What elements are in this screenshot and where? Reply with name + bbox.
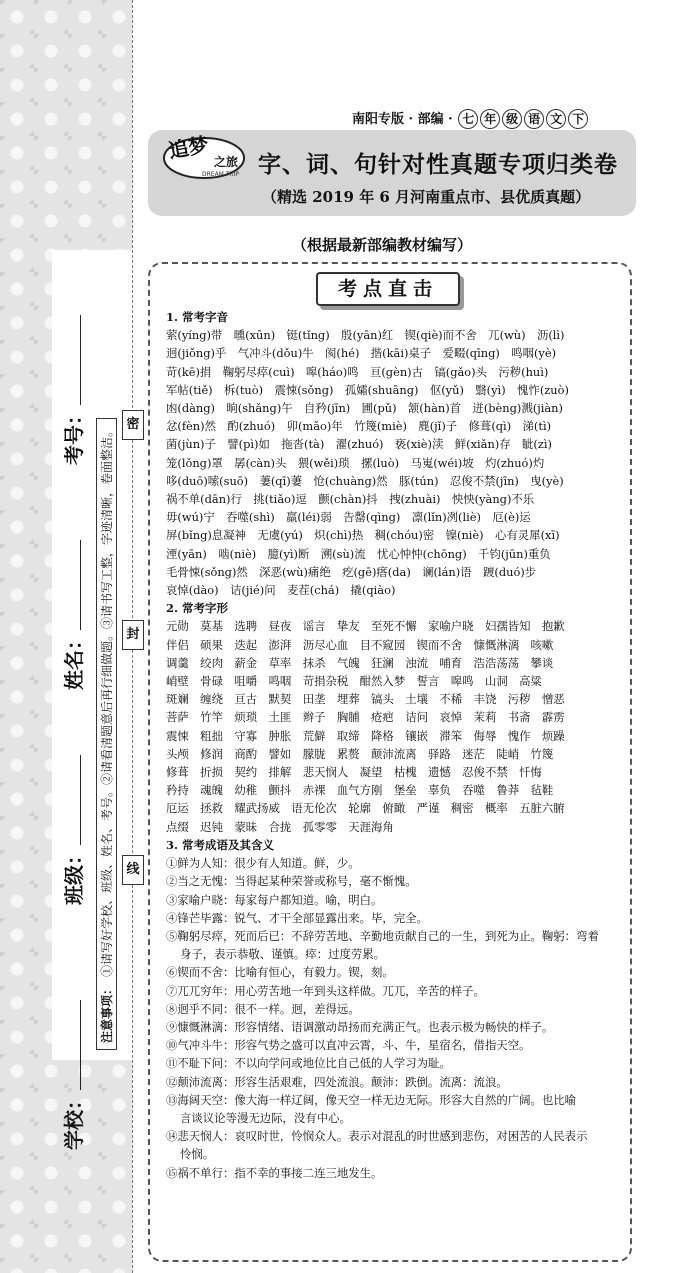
exam-number-field[interactable] bbox=[58, 315, 87, 465]
characters-line: 峭壁 骨碌 咀嚼 鸣咽 苛捐杂税 酣然入梦 誓言 嗥鸣 山洞 高粱 bbox=[166, 674, 542, 689]
idiom-text-continued: 身子，表示恭敬、谨慎。瘁：过度劳累。 bbox=[180, 947, 386, 962]
svg-text:追梦: 追梦 bbox=[166, 132, 211, 163]
idiom-item bbox=[166, 963, 626, 981]
idiom-item bbox=[166, 927, 626, 963]
exam-number-label: 考号： bbox=[62, 405, 86, 465]
pronunciation-line: 苛(kē)捐 鞠躬尽瘁(cuì) 嗥(háo)鸣 亘(gèn)古 镐(gǎo)头 污秽(huì) bbox=[166, 364, 549, 379]
idioms-heading: 3. 常考成语及其含义 bbox=[166, 837, 275, 852]
class-label: 班级： bbox=[62, 845, 86, 905]
idiom-item bbox=[166, 854, 626, 872]
class-field[interactable] bbox=[58, 755, 87, 905]
characters-line: 震悚 粗拙 守寡 肿胀 荒僻 取缔 降格 镶嵌 滞笨 侮辱 愧作 烦躁 bbox=[166, 728, 565, 743]
pronunciation-list bbox=[166, 326, 626, 599]
idiom-item bbox=[166, 1054, 626, 1072]
pronunciation-line: 凼(dàng) 晌(shǎng)午 自矜(jīn) 圃(pǔ) 颔(hàn)首 迸(bèng)溅(jiàn) bbox=[166, 401, 563, 416]
seal-feng: 封 bbox=[122, 620, 144, 650]
idiom-text: ①鲜为人知：很少有人知道。鲜，少。 bbox=[166, 856, 360, 871]
idiom-item bbox=[166, 1127, 626, 1163]
idiom-text: ⑫颠沛流离：形容生活艰难，四处流浪。颠沛：跌倒。流离：流浪。 bbox=[166, 1074, 508, 1089]
name-field[interactable] bbox=[58, 540, 87, 690]
page-title: 字、词、句针对性真题专项归类卷 bbox=[258, 151, 618, 178]
idiom-item bbox=[166, 1036, 626, 1054]
school-field[interactable] bbox=[58, 1000, 87, 1150]
idiom-text: ⑧迥乎不同：很不一样。迥，差得远。 bbox=[166, 1001, 360, 1016]
notice-text: ①请写好学校、班级、姓名、考号。②请看清题意后再行细做题。③请书写工整，字迹清晰，卷面整洁。 bbox=[100, 424, 114, 977]
idiom-text: ⑨慷慨淋漓：形容情绪、语调激动昂扬而充满正气。也表示极为畅快的样子。 bbox=[166, 1019, 554, 1034]
pronunciation-line: 祸不单(dān)行 挑(tiǎo)逗 颤(chàn)抖 拽(zhuài) 怏怏(yàng)不乐 bbox=[166, 492, 535, 507]
idiom-text: ④锋芒毕露：锐气、才干全部显露出来。毕，完全。 bbox=[166, 910, 428, 925]
pronunciation-line: 菌(jùn)子 譬(pì)如 拖沓(tà) 濯(zhuó) 亵(xiè)渎 鲜(xiǎn)存 眦(zì) bbox=[166, 437, 552, 452]
idiom-text: ⑤鞠躬尽瘁，死而后已：不辞劳苦地、辛勤地贡献自己的一生，到死为止。鞠躬：弯着 bbox=[166, 928, 599, 943]
dream-trip-logo bbox=[158, 124, 248, 184]
characters-line: 矜持 魂魄 幼稚 颤抖 赤裸 血气方刚 堡垒 辜负 吞噬 鲁莽 毡鞋 bbox=[166, 783, 554, 798]
pronunciation-line: 萦(yíng)带 曛(xūn) 铤(tǐng) 殷(yān)红 锲(qiè)而不舍 兀(wù) 沥(lì) bbox=[166, 328, 565, 343]
idiom-item bbox=[166, 872, 626, 890]
characters-line: 调羹 绞肉 薪金 草率 抹杀 气魄 狂澜 浊流 哺育 浩浩荡荡 攀谈 bbox=[166, 655, 554, 670]
idiom-text: ⑥锲而不舍：比喻有恒心，有毅力。锲，刻。 bbox=[166, 965, 394, 980]
characters-line: 修葺 折损 契约 排解 悲天悯人 凝望 枯槐 遗憾 忍俊不禁 忏悔 bbox=[166, 765, 542, 780]
grade-char: 七 bbox=[458, 109, 478, 129]
grade-char: 年 bbox=[480, 109, 500, 129]
seal-mi: 密 bbox=[122, 410, 144, 440]
content-body bbox=[166, 308, 626, 1182]
grade-char: 级 bbox=[502, 109, 522, 129]
idiom-text: ⑮祸不单行：指不幸的事接二连三地发生。 bbox=[166, 1165, 383, 1180]
pronunciation-line: 笼(lǒng)罩 孱(càn)头 猥(wěi)琐 摞(luò) 马嵬(wéi)坡 灼(zhuó)灼 bbox=[166, 455, 545, 470]
idiom-text: ⑦兀兀穷年：用心劳苦地一年到头这样做。兀兀，辛苦的样子。 bbox=[166, 983, 485, 998]
characters-line: 菩萨 竹竿 烦琐 土匪 辫子 胸脯 疮疤 诘问 哀悼 茉莉 书斋 霹雳 bbox=[166, 710, 565, 725]
name-label: 姓名： bbox=[62, 630, 86, 690]
idiom-text: ⑬海阔天空：像大海一样辽阔，像天空一样无边无际。形容大自然的广阔。也比喻 bbox=[166, 1092, 577, 1107]
idiom-text: ③家喻户晓：每家每户都知道。喻，明白。 bbox=[166, 892, 383, 907]
characters-line: 头颅 修润 商酌 譬如 朦胧 累赘 颠沛流离 驿路 迷茫 陡峭 竹篾 bbox=[166, 746, 554, 761]
pronunciation-line: 屏(bǐng)息凝神 无虞(yú) 炽(chì)热 稠(chóu)密 镍(niè) 心有灵犀(xī) bbox=[166, 528, 560, 543]
grade-char: 文 bbox=[546, 109, 566, 129]
pronunciation-line: 毛骨悚(sǒng)然 深恶(wù)痛绝 疙(gē)瘩(da) 谰(lán)语 踱(duó)步 bbox=[166, 564, 537, 579]
idiom-item bbox=[166, 909, 626, 927]
school-label: 学校： bbox=[62, 1090, 86, 1150]
idiom-item bbox=[166, 1073, 626, 1091]
idiom-item bbox=[166, 1018, 626, 1036]
idiom-item bbox=[166, 1164, 626, 1182]
pronunciation-line: 哀悼(dào) 诘(jié)问 麦茬(chá) 撬(qiào) bbox=[166, 583, 396, 598]
pronunciation-line: 迥(jiǒng)乎 气冲斗(dǒu)牛 阂(hé) 揩(kāi)桌子 爱畷(qīng) 鸣咽(yè) bbox=[166, 346, 557, 361]
grade-char: 下 bbox=[568, 109, 588, 129]
pronunciation-line: 湮(yān) 啮(niè) 臆(yì)断 溯(sù)流 忧心忡忡(chōng) 千钧(jūn)重负 bbox=[166, 546, 551, 561]
notice-title: 注意事项： bbox=[100, 982, 114, 1043]
idiom-item bbox=[166, 982, 626, 1000]
characters-heading: 2. 常考字形 bbox=[166, 601, 229, 616]
characters-list bbox=[166, 617, 626, 835]
idiom-text: ⑭悲天悯人：哀叹时世，怜悯众人。表示对混乱的时世感到悲伤，对困苦的人民表示 bbox=[166, 1129, 588, 1144]
idiom-text: ⑩气冲斗牛：形容气势之盛可以直冲云霄，斗、牛，星宿名，借指天空。 bbox=[166, 1038, 531, 1053]
edition-basis: （根据最新部编教材编写） bbox=[292, 236, 473, 254]
pronunciation-heading: 1. 常考字音 bbox=[166, 310, 229, 324]
page-subtitle: （精选 2019 年 6 月河南重点市、县优质真题） bbox=[262, 188, 591, 206]
edition-line bbox=[352, 108, 672, 129]
idiom-item bbox=[166, 1000, 626, 1018]
logo-sub-text: DREAM TRIP bbox=[202, 171, 239, 178]
idiom-item bbox=[166, 891, 626, 909]
section-title: 考点直击 bbox=[316, 272, 460, 306]
seal-xian: 线 bbox=[122, 855, 144, 885]
pronunciation-line: 忿(fèn)然 酌(zhuó) 卯(mǎo)年 竹篾(miè) 麂(jǐ)子 修葺(qì) 涕(tì) bbox=[166, 419, 552, 434]
pronunciation-line: 军帖(tiě) 柝(tuò) 震悚(sǒng) 孤孀(shuāng) 伛(yǔ) 翳(yì) 愧怍(zuò) bbox=[166, 382, 569, 397]
characters-line: 斑斓 缠绕 亘古 默契 田垄 埋葬 镐头 土壤 不稀 丰饶 污秽 憎恶 bbox=[166, 692, 565, 707]
notice-box bbox=[96, 418, 117, 1050]
logo-suffix: 之旅 bbox=[214, 155, 239, 169]
edition-text: 南阳专版 · 部编 · bbox=[352, 112, 453, 127]
grade-char: 语 bbox=[524, 109, 544, 129]
idiom-text: ⑪不耻下问：不以向学问或地位比自己低的人学习为耻。 bbox=[166, 1056, 451, 1071]
pronunciation-line: 哆(duō)嗦(suō) 萋(qī)萋 怆(chuàng)然 豚(tún) 忍俊不禁(jīn) 曳(yè) bbox=[166, 473, 564, 488]
pronunciation-line: 毋(wú)宁 吞噬(shì) 羸(léi)弱 告罄(qìng) 凛(lǐn)冽(liè) 厄(è)运 bbox=[166, 510, 531, 525]
idiom-item bbox=[166, 1091, 626, 1127]
characters-line: 元勋 莫基 选聘 昼夜 谣言 挚友 至死不懈 家喻户晓 妇孺皆知 抱歉 bbox=[166, 619, 565, 634]
idiom-text-continued: 言谈议论等漫无边际，没有中心。 bbox=[180, 1110, 351, 1125]
characters-line: 伴侣 硕果 迭起 澎湃 沥尽心血 目不窥园 锲而不舍 慷慨淋漓 咳嗽 bbox=[166, 637, 554, 652]
idiom-text: ②当之无愧：当得起某种荣誉或称号，毫不惭愧。 bbox=[166, 874, 417, 889]
characters-line: 厄运 拯救 耀武扬威 语无伦次 轮廓 俯瞰 严谨 稠密 概率 五脏六腑 bbox=[166, 801, 565, 816]
idioms-list bbox=[166, 854, 626, 1182]
characters-line: 点缀 迟钝 蒙昧 合拢 孤零零 天涯海角 bbox=[166, 819, 394, 834]
idiom-text-continued: 怜悯。 bbox=[180, 1147, 215, 1162]
